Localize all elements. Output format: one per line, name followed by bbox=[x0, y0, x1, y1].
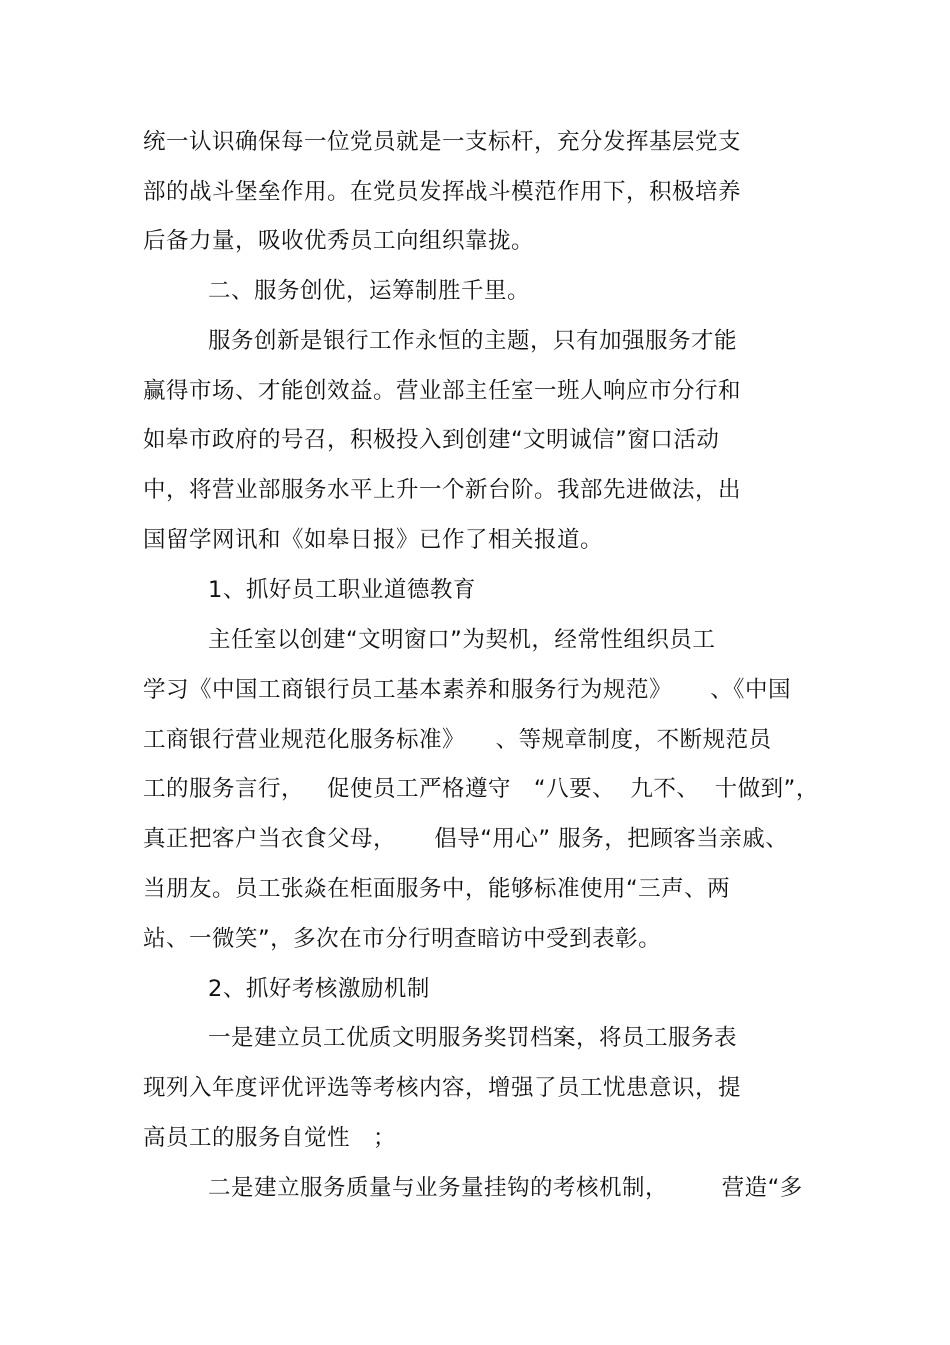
paragraph-first-line: 二是建立服务质量与业务量挂钩的考核机制， 营造“多 bbox=[208, 1175, 803, 1201]
body-text-line: 站、一微笑”，多次在市分行明查暗访中受到表彰。 bbox=[143, 926, 662, 952]
body-text-line: 如皋市政府的号召，积极投入到创建“文明诚信”窗口活动 bbox=[143, 427, 720, 453]
paragraph-first-line: 一是建立员工优质文明服务奖罚档案，将员工服务表 bbox=[208, 1025, 738, 1051]
paragraph-first-line: 主任室以创建“文明窗口”为契机，经常性组织员工 bbox=[208, 627, 716, 653]
body-text-line: 部的战斗堡垒作用。在党员发挥战斗模范作用下，积极培养 bbox=[143, 179, 742, 205]
body-text-line: 赢得市场、才能创效益。营业部主任室一班人响应市分行和 bbox=[143, 378, 742, 404]
paragraph-first-line: 服务创新是银行工作永恒的主题，只有加强服务才能 bbox=[208, 328, 738, 354]
body-text-line: 统一认识确保每一位党员就是一支标杆，充分发挥基层党支 bbox=[143, 129, 742, 155]
subsection-heading: 2、抓好考核激励机制 bbox=[208, 976, 430, 1002]
body-text-line: 中，将营业部服务水平上升一个新台阶。我部先进做法，出 bbox=[143, 477, 742, 503]
body-text-line: 工的服务言行， 促使员工严格遵守 “八要、 九不、 十做到”， bbox=[143, 776, 819, 802]
body-text-line: 国留学网讯和《如皋日报》已作了相关报道。 bbox=[143, 527, 604, 553]
body-text-line: 工商银行营业规范化服务标准》 、等规章制度，不断规范员 bbox=[143, 727, 772, 753]
subsection-heading: 1、抓好员工职业道德教育 bbox=[208, 577, 476, 603]
body-text-line: 后备力量，吸收优秀员工向组织靠拢。 bbox=[143, 228, 535, 254]
body-text-line: 学习《中国工商银行员工基本素养和服务行为规范》 、《中国 bbox=[143, 677, 792, 703]
section-heading: 二、服务创优，运筹制胜千里。 bbox=[208, 278, 531, 304]
body-text-line: 现列入年度评优评选等考核内容，增强了员工忧患意识，提 bbox=[143, 1075, 742, 1101]
body-text-line: 真正把客户当衣食父母， 倡导“用心” 服务，把顾客当亲戚、 bbox=[143, 826, 789, 852]
body-text-line: 当朋友。员工张焱在柜面服务中，能够标准使用“三声、两 bbox=[143, 876, 731, 902]
body-text-line: 高员工的服务自觉性 ； bbox=[143, 1125, 396, 1151]
